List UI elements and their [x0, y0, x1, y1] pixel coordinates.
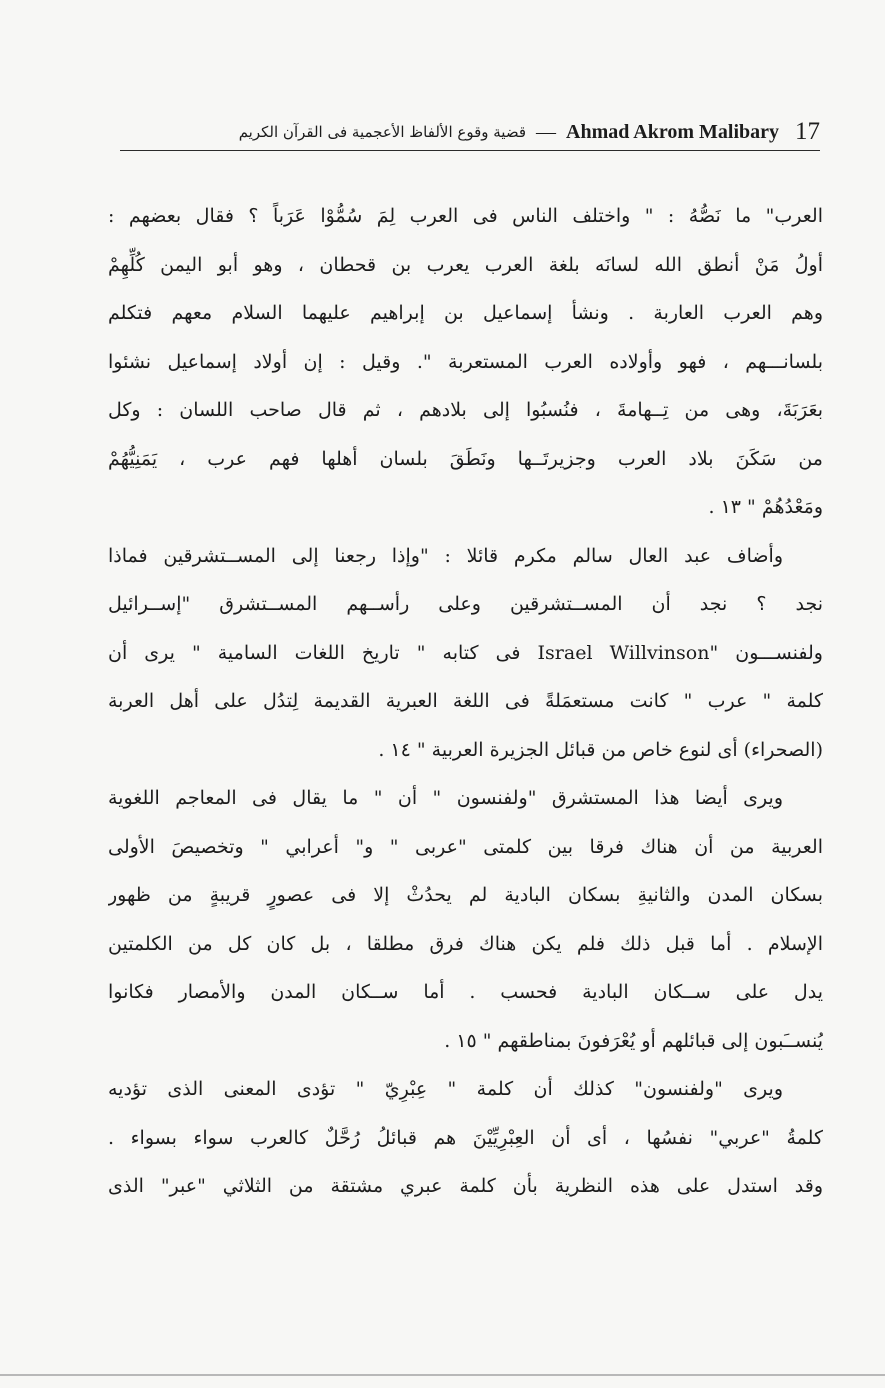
- text-line: ويرى "ولفنسون" كذلك أن كلمة " عِبْرِيّ " تؤدى المعنى الذى تؤديه: [108, 1078, 783, 1100]
- paragraph-4: [108, 1065, 823, 1211]
- body-text: [108, 192, 823, 1211]
- running-title: قضية وقوع الألفاظ الأعجمية فى القرآن الكريم: [238, 123, 527, 141]
- text-line: نجد ؟ نجد أن المســتشرقين وعلى رأســهم المســتشرق "إســرائيل: [108, 593, 823, 615]
- text-line: ولفنســـون "Israel Willvinson فى كتابه " تاريخ اللغات السامية " يرى أن: [108, 641, 823, 664]
- text-line: بسكان المدن والثانيةِ بسكان البادية لم يحدُثْ إلا فى عصورٍ قريبةٍ من ظهور: [108, 884, 823, 906]
- text-line: ويرى أيضا هذا المستشرق "ولفنسون " أن " ما يقال فى المعاجم اللغوية: [108, 787, 783, 809]
- text-line: يُنســَبون إلى قبائلهم أو يُعْرَفونَ بمناطقهم " ١٥ .: [444, 1029, 823, 1052]
- text-line: العرب" ما نَصُّهُ : " واختلف الناس فى العرب لِمَ سُمُّوْا عَرَباً ؟ فقال بعضهم :: [108, 205, 823, 227]
- text-line: وقد استدل على هذه النظرية بأن كلمة عبري مشتقة من الثلاثي "عبر" الذى: [108, 1175, 823, 1197]
- text-line: وهم العرب العاربة . ونشأ إسماعيل بن إبراهيم عليهما السلام معهم فتكلم: [108, 302, 823, 324]
- paragraph-1: [108, 192, 823, 532]
- paragraph-3: [108, 774, 823, 1065]
- author-name: Ahmad Akrom Malibary: [566, 120, 779, 143]
- paragraph-2: [108, 532, 823, 775]
- text-line: (الصحراء) أى لنوع خاص من قبائل الجزيرة العربية " ١٤ .: [378, 738, 823, 761]
- text-line: كلمة " عرب " كانت مستعمَلةً فى اللغة العبرية القديمة لِتدُل على أهل العربة: [108, 690, 823, 712]
- header-separator: —: [536, 120, 557, 143]
- text-line: الإسلام . أما قبل ذلك فلم يكن هناك فرق مطلقا ، بل كان كل من الكلمتين: [108, 932, 823, 955]
- text-line: كلمةُ "عربي" نفسُها ، أى أن العِبْرِيِّيْنَ هم قبائلُ رُحَّلٌ كالعرب سواء بسواء .: [108, 1126, 823, 1149]
- text-line: العربية من أن هناك فرقا بين كلمتى "عربى " و" أعرابي " وتخصيصَ الأولى: [108, 835, 823, 858]
- text-line: ومَعْدُهُمْ " ١٣ .: [708, 496, 823, 518]
- text-line: بعَرَبَةَ، وهى من تِــهامةَ ، فنُسبُوا إلى بلادهم ، ثم قال صاحب اللسان : وكل: [108, 399, 823, 421]
- page-number: 17: [795, 118, 820, 145]
- text-line: بلسانـــهم ، فهو وأولاده العرب المستعربة ". وقيل : إن أولاد إسماعيل نشئوا: [108, 350, 823, 373]
- text-line: وأضاف عبد العال سالم مكرم قائلا : "وإذا رجعنا إلى المســتشرقين فماذا: [108, 544, 783, 567]
- text-line: أولُ مَنْ أنطق الله لسانَه بلغة العرب يعرب بن قحطان ، وهو أبو اليمن كُلِّهِمْ: [108, 253, 823, 276]
- text-line: من سَكَنَ بلاد العرب وجزيرتَــها ونَطَقَ بلسان أهلها فهم عرب ، يَمَنِيُّهُمْ: [108, 447, 823, 470]
- text-line: يدل على ســكان البادية فحسب . أما ســكان المدن والأمصار فكانوا: [108, 981, 823, 1003]
- running-header: [120, 114, 820, 151]
- page-edge-line: [0, 1374, 885, 1376]
